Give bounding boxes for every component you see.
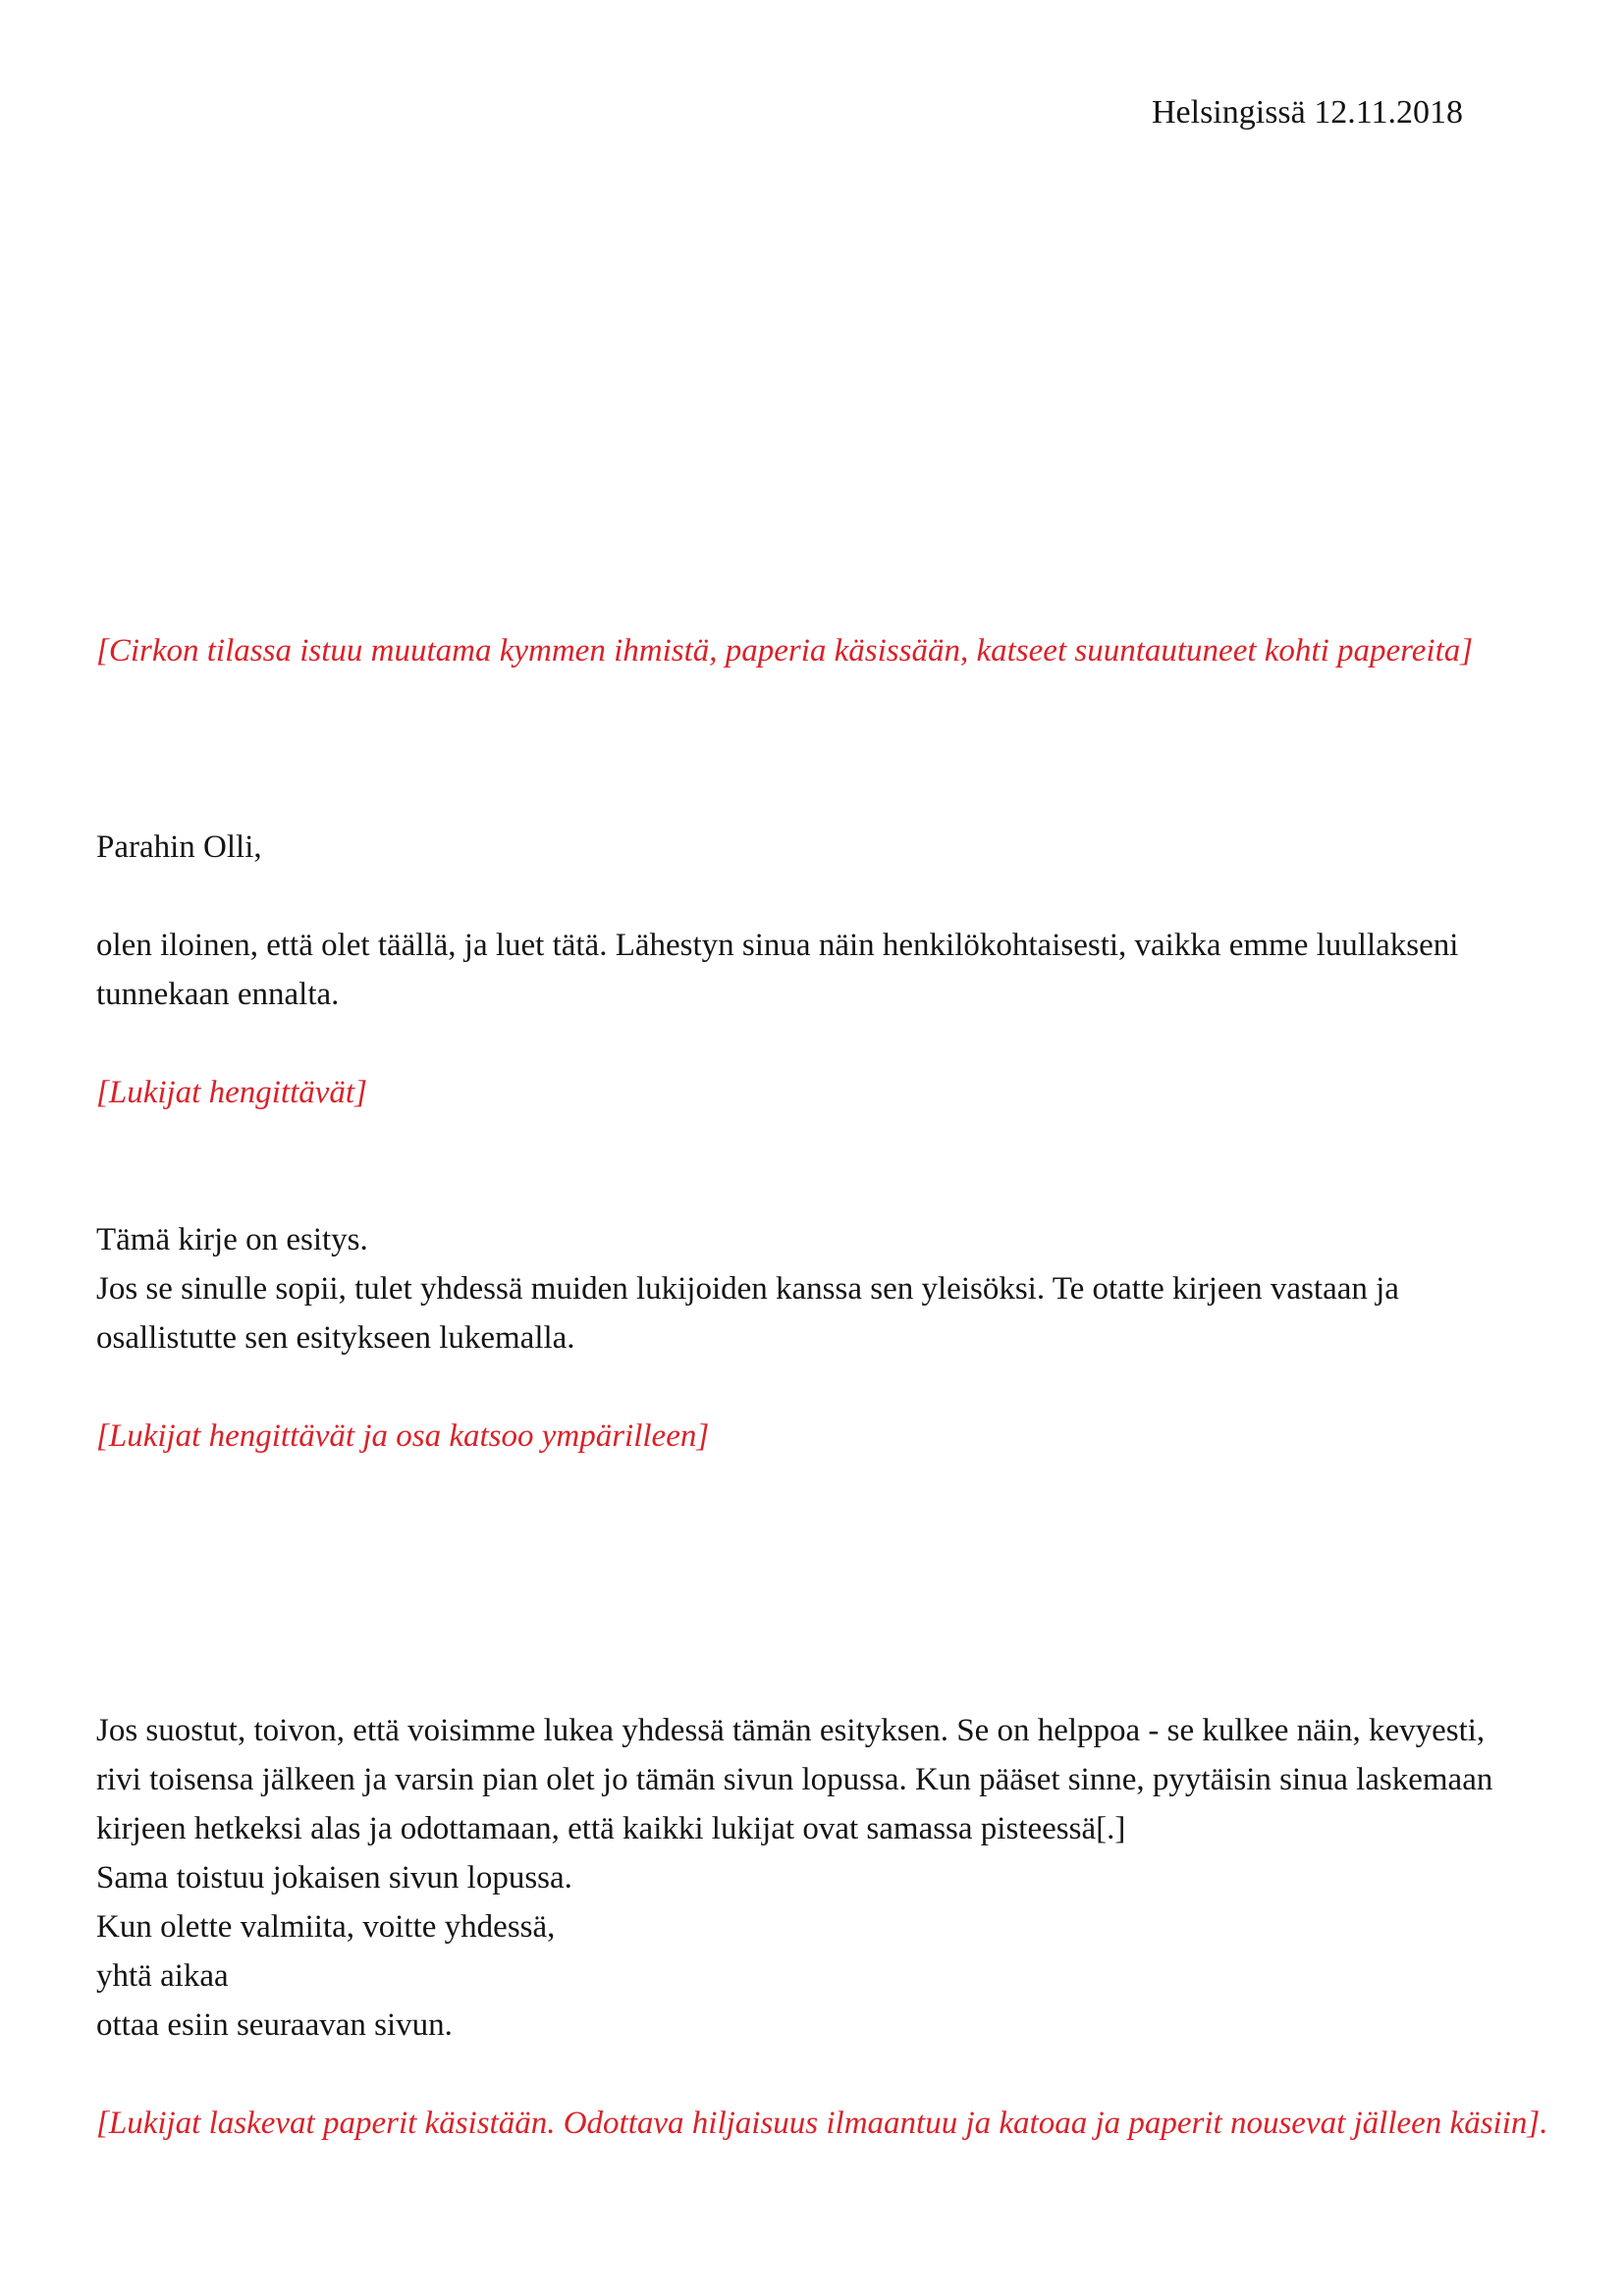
letter-line: Jos suostut, toivon, että voisimme lukea yhdessä tämän esityksen. Se on helppoa - se kulkee näin, kevyesti,	[96, 1713, 1486, 1748]
letter-line: Tämä kirje on esitys.	[96, 1222, 368, 1257]
letter-line: Kun olette valmiita, voitte yhdessä,	[96, 1909, 556, 1945]
letter-line: rivi toisensa jälkeen ja varsin pian olet jo tämän sivun lopussa. Kun pääset sinne, pyytäisin sinua laskemaan	[96, 1762, 1493, 1797]
stage-direction: [Lukijat hengittävät ja osa katsoo ympärilleen]	[96, 1418, 710, 1454]
letter-line: kirjeen hetkeksi alas ja odottamaan, että kaikki lukijat ovat samassa pisteessä[.]	[96, 1811, 1126, 1846]
paragraph	[0, 1706, 1624, 2050]
letter-line: tunnekaan ennalta.	[96, 977, 340, 1012]
paragraph	[0, 921, 1624, 1019]
stage-direction: [Cirkon tilassa istuu muutama kymmen ihmistä, paperia käsissään, katseet suuntautuneet kohti papereita]	[96, 633, 1474, 668]
dateline: Helsingissä 12.11.2018	[1151, 94, 1463, 131]
letter-line: olen iloinen, että olet täällä, ja luet tätä. Lähestyn sinua näin henkilökohtaisesti, vaikka emme luullakseni	[96, 928, 1459, 963]
letter-line: osallistutte sen esitykseen lukemalla.	[96, 1320, 575, 1356]
paragraph	[0, 1215, 1624, 1362]
letter-line: yhtä aikaa	[96, 1958, 229, 1994]
letter-line: Sama toistuu jokaisen sivun lopussa.	[96, 1860, 572, 1896]
stage-direction: [Lukijat hengittävät]	[96, 1075, 367, 1110]
stage-direction: [Lukijat laskevat paperit käsistään. Odottava hiljaisuus ilmaantuu ja katoaa ja paperit nousevat jälleen käsiin].	[96, 2106, 1548, 2141]
letter-line: ottaa esiin seuraavan sivun.	[96, 2007, 453, 2043]
letter-line: Jos se sinulle sopii, tulet yhdessä muiden lukijoiden kanssa sen yleisöksi. Te otatte kirjeen vastaan ja	[96, 1271, 1399, 1307]
greeting: Parahin Olli,	[96, 829, 262, 865]
